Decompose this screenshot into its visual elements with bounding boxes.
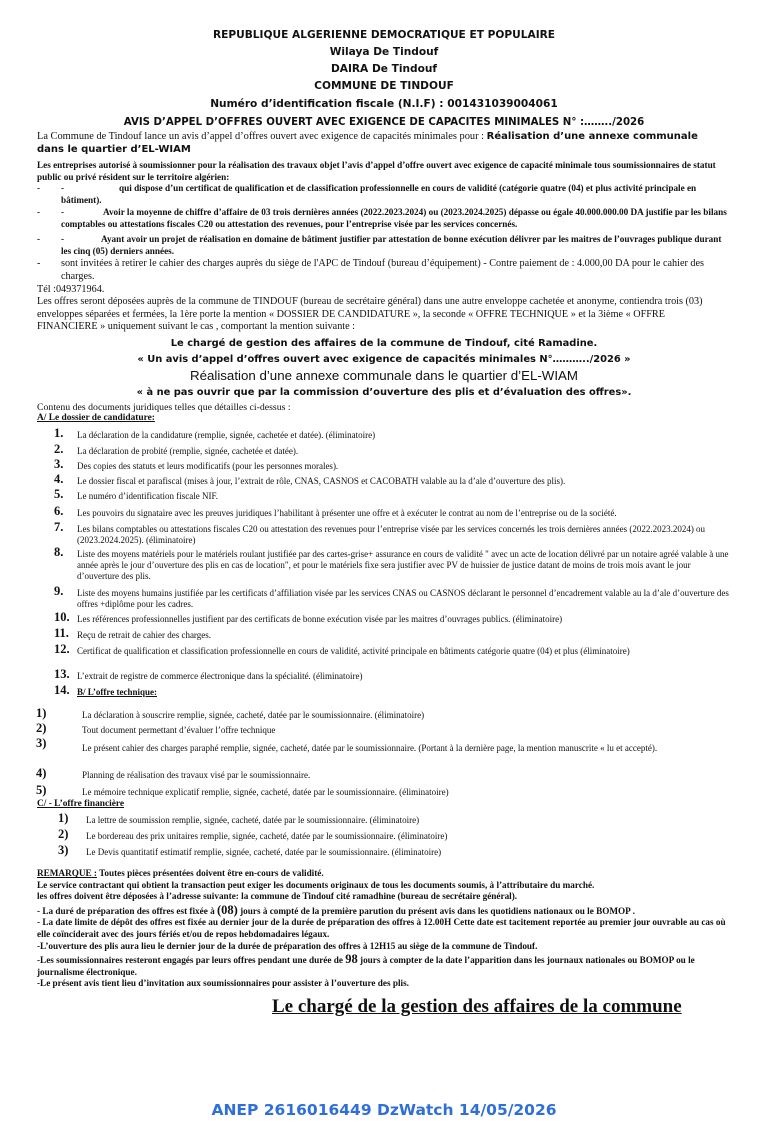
list-item: 4. Le dossier fiscal et parafiscal (mises à jour, l’extrait de rôle, CNAS, CASNOS et CACOBATH valable au la d’ale d’ouverture des plis).: [54, 472, 566, 486]
section-c-heading: C/ - L’offre financière: [37, 799, 125, 809]
list-item: 2) Le bordereau des prix unitaires remplie, signée, cacheté, datée par le soumissionnaire. (éliminatoire): [58, 827, 448, 841]
list-item: 5) Le mémoire technique explicatif remplie, signée, cacheté, datée par le soumissionnaire. (éliminatoire): [36, 783, 449, 797]
list-c: [36, 811, 730, 863]
list-item: 3) Le présent cahier des charges paraphé remplie, signée, cacheté, datée par le soumissionnaire. (Portant à la dernière page, la mention manuscrite « lu et accepté).: [36, 736, 658, 753]
condition-4-text: sont invitées à retirer le cahier des charges auprès du siège de l'APC de Tindouf (bureau d’équipement) - Contre paiement de : 4.000,00 DA pour le cahier des charges.: [61, 258, 704, 282]
list-item: 3) Le Devis quantitatif estimatif remplie, signée, cacheté, datée par le soumissionnaire. (éliminatoire): [58, 843, 442, 857]
list-item: 8. Liste des moyens matériels pour le matériels roulant justifiée par des cartes-grise+ assurance en cours de validité " avec un acte de location délivré par un notaire agréé valable à une année après le jour d’ouverture des plis en cas de location", et pour le matériels fixe sera justifier avec PV de huissier de justice datant de moins de trois mois avant le jour d’ouverture des plis.: [54, 545, 729, 581]
list-item: 1) La déclaration à souscrire remplie, signée, cacheté, datée par le soumissionnaire. (éliminatoire): [36, 706, 425, 720]
condition-1: - - qui dispose d’un certificat de qualification et de classification professionnelle en cours de validité (catégorie quatre (04) et plus activité principale en bâtiment).: [37, 183, 727, 206]
mention-line-1: Le chargé de gestion des affaires de la commune de Tindouf, cité Ramadine.: [170, 338, 598, 349]
mention-line-4: « à ne pas ouvrir que par la commission d’ouverture des plis et d’évaluation des offres».: [136, 387, 632, 398]
list-item: 11. Reçu de retrait de cahier des charges.: [54, 626, 212, 640]
eligibility-paragraph: Les entreprises autorisé à soumissionner pour la réalisation des travaux objet l’avis d’appel d’offre ouvert avec exigence de capacité minimale tous soumissionnaires de statut public ou privé résident sur le territoire algérien:: [37, 160, 716, 182]
footer-reference: ANEP 2616016449 DzWatch 14/05/2026: [211, 1101, 557, 1119]
list-item: 2. La déclaration de probité (remplie, signée, cachetée et datée).: [54, 442, 299, 456]
list-item: 10. Les références professionnelles justifient par des certificats de bonne exécution visée par les maitres d’ouvrages publics. (éliminatoire): [54, 610, 563, 624]
contenu-heading: Contenu des documents juridiques telles que détailles ci-dessus :: [37, 402, 291, 413]
telephone: Tél :049371964.: [37, 284, 105, 295]
header-republic: REPUBLIQUE ALGERIENNE DEMOCRATIQUE ET POPULAIRE: [212, 29, 556, 41]
section-b-heading: B/ L’offre technique:: [77, 687, 157, 697]
intro-project: Réalisation d’une annexe communale dans le quartier d’EL-WIAM: [37, 131, 698, 155]
header-daira: DAIRA De Tindouf: [330, 63, 438, 75]
header-nif: Numéro d’identification fiscale (N.I.F) : 001431039004061: [210, 98, 558, 110]
list-item: 4) Planning de réalisation des travaux visé par le soumissionnaire.: [36, 766, 311, 780]
mention-line-3: Réalisation d’une annexe communale dans le quartier d’EL-WIAM: [189, 368, 579, 383]
list-item: 2) Tout document permettant d’évaluer l’offre technique: [36, 721, 276, 735]
list-item: 1) La lettre de soumission remplie, signée, cacheté, datée par le soumissionnaire. (éliminatoire): [58, 811, 420, 825]
list-item: 6. Les pouvoirs du signataire avec les preuves juridiques l’habilitant à présenter une offre et à exécuter le contrat au nom de l’entreprise ou de la société.: [54, 504, 617, 518]
list-item: 1. La déclaration de la candidature (remplie, signée, cachetée et datée). (éliminatoire): [54, 426, 376, 440]
list-b: [36, 706, 730, 802]
intro-paragraph: [37, 131, 727, 156]
list-item: 7. Les bilans comptables ou attestations fiscales C20 ou attestation des revenues pour l’entreprise visée par les services concernés les trois dernières années (2022.2023.2024) ou (2023.2024.2025). (éliminatoire): [54, 520, 706, 545]
list-item: 5. Le numéro d’identification fiscale NIF.: [54, 487, 218, 501]
list-item: 14. B/ L’offre technique:: [36, 687, 730, 702]
list-item: 9. Liste des moyens humains justifiée par les certificats d’affiliation visée par les services CNAS ou CASNOS déclarant le personnel d’encadrement valable au la d’ale d’ouverture des offres +diplôme pour les cadres.: [54, 584, 729, 609]
list-item: 12. Certificat de qualification et classification professionnelle en cours de validité, activité principale en bâtiments catégorie quatre (04) et plus (éliminatoire): [54, 642, 630, 656]
list-a: [36, 426, 730, 702]
deposit-paragraph: Les offres seront déposées auprès de la commune de TINDOUF (bureau de secrétaire général) dans une autre enveloppe cachetée et anonyme, contiendra trois (03) enveloppes séparées et fermées, la 1ère porte la mention « DOSSIER DE CANDIDATURE », la seconde « OFFRE TECHNIQUE » et la 3ième « OFFRE FINANCIERE » uniquement suivant le cas , comportant la mention suivante :: [37, 296, 703, 332]
condition-3-text: Ayant avoir un projet de réalisation en domaine de bâtiment justifier par attestation de bonne exécution délivrer par les maitres de l’ouvrages publique durant les cinq (05) derniers années.: [61, 234, 722, 256]
section-a-heading: A/ Le dossier de candidature:: [37, 413, 155, 423]
condition-4: - sont invitées à retirer le cahier des charges auprès du siège de l'APC de Tindouf (bureau d’équipement) - Contre paiement de : 4.000,00 DA pour le cahier des charges.: [37, 258, 727, 283]
remarque-label: REMARQUE :: [37, 868, 97, 878]
mention-line-2: « Un avis d’appel d’offres ouvert avec exigence de capacités minimales N°………../2026 »: [137, 354, 631, 365]
header-commune: COMMUNE DE TINDOUF: [314, 80, 454, 92]
condition-1-text: qui dispose d’un certificat de qualification et de classification professionnelle en cours de validité (catégorie quatre (04) et plus activité principale en bâtiment).: [61, 183, 697, 205]
list-item: 3. Des copies des statuts et leurs modificatifs (pour les personnes morales).: [54, 457, 339, 471]
header-wilaya: Wilaya De Tindouf: [329, 46, 439, 58]
intro-text: La Commune de Tindouf lance un avis d’appel d’offres ouvert avec exigence de capacités minimales pour :: [37, 131, 487, 142]
condition-2-text: Avoir la moyenne de chiffre d’affaire de 03 trois dernières années (2022.2023.2024) ou (2023.2024.2025) dépasse ou égale 40.000.000.00 DA justifie par les bilans comptables ou attestations fiscales C20 ou attestation des revenues, pour l’entreprise visée par les services concernés.: [61, 207, 727, 229]
condition-2: - - Avoir la moyenne de chiffre d’affaire de 03 trois dernières années (2022.2023.2024) ou (2023.2024.2025) dépasse ou égale 40.000.000.00 DA justifie par les bilans comptables ou attestations fiscales C20 ou attestation des revenues, pour l’entreprise visée par les services concernés.: [37, 207, 727, 229]
list-item: 13. L’extrait de registre de commerce électronique dans la spécialité. (éliminatoire): [54, 667, 363, 681]
signature-line: Le chargé de la gestion des affaires de la commune: [272, 996, 682, 1017]
notice-title: AVIS D’APPEL D’OFFRES OUVERT AVEC EXIGENCE DE CAPACITES MINIMALES N° :……../2026: [123, 117, 645, 128]
condition-3: - - Ayant avoir un projet de réalisation en domaine de bâtiment justifier par attestation de bonne exécution délivrer par les maitres de l’ouvrages publique durant les cinq (05) derniers années.: [37, 234, 727, 257]
remarque-block: REMARQUE : Toutes pièces présentées doivent être en-cours de validité. Le service contractant qui obtient la transaction peut exiger les documents originaux de tous les documents soumis, à l’attributaire du marché. les offres doivent être déposées à l’adresse suivante: la commune de Tindouf cité ramadhine (bureau de secrétaire général). - La duré de préparation des offres est fixée à (08) jours à compté de la première parution du présent avis dans les quotidiens nationaux ou le BOMOP . - La date limite de dépôt des offres est fixée au dernier jour de la durée de préparation des offres à 12.00H Cette date est tacitement reportée au premier jour ouvrable au cas où elle coïnciderait avec des jours fériés et/ou de repos hebdomadaires légaux. -L’ouverture des plis aura lieu le dernier jour de la durée de préparation des offres à 12H15 au siège de la commune de Tindouf. -Les soumissionnaires resteront engagés par leurs offres pendant une durée de 98 jours à compter de la date l’apparition dans les journaux nationales ou BOMOP ou le journalisme électronique. -Le présent avis tient lieu d’invitation aux soumissionnaires pour assister à l’ouverture des plis.: [37, 868, 726, 989]
